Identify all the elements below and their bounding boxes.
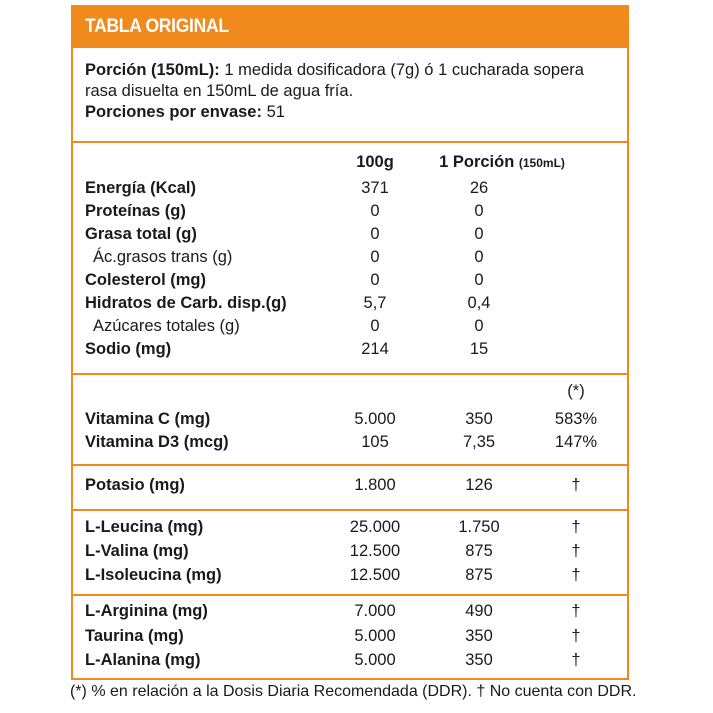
- row-label: Colesterol (mg): [85, 271, 207, 289]
- row-label: Sodio (mg): [85, 340, 172, 358]
- table-row: [73, 602, 627, 624]
- table-row: [73, 651, 627, 673]
- value-ddr: 583%: [554, 410, 598, 428]
- value-100g: 5.000: [354, 627, 396, 645]
- value-ddr: †: [571, 627, 581, 645]
- row-label: L-Valina (mg): [85, 542, 189, 560]
- table-row: [73, 433, 627, 455]
- table-header: [73, 7, 627, 48]
- value-ddr: †: [571, 542, 581, 560]
- table-row: [73, 627, 627, 649]
- value-100g: 5.000: [354, 410, 396, 428]
- ddr-header-row: [73, 382, 627, 404]
- value-100g: 371: [361, 179, 389, 197]
- value-portion: 0: [474, 317, 484, 335]
- value-portion: 7,35: [462, 433, 496, 451]
- value-portion: 350: [465, 410, 493, 428]
- nutrition-table: [71, 5, 629, 680]
- cell: (150mL): [518, 156, 565, 170]
- value-100g: 12.500: [349, 566, 401, 584]
- row-label: Energía (Kcal): [85, 179, 196, 197]
- value-ddr: †: [571, 476, 581, 494]
- value-100g: 25.000: [349, 518, 401, 536]
- value-100g: 5.000: [354, 651, 396, 669]
- table-row: [73, 294, 627, 316]
- value-portion: 875: [465, 542, 493, 560]
- row-label: Taurina (mg): [85, 627, 184, 645]
- divider: [73, 373, 627, 375]
- ddr-column-header: (*): [567, 382, 585, 400]
- row-label: Vitamina D3 (mcg): [85, 433, 229, 451]
- divider: [73, 464, 627, 466]
- row-label: L-Leucina (mg): [85, 518, 204, 536]
- table-row: [73, 518, 627, 540]
- column-header-portion: [437, 153, 567, 172]
- value-portion: 126: [465, 476, 493, 494]
- table-row: [73, 476, 627, 498]
- row-label: Ác.grasos trans (g): [93, 248, 233, 266]
- row-label: Potasio (mg): [85, 476, 185, 494]
- row-label: Proteínas (g): [85, 202, 186, 220]
- value-portion: 0: [474, 248, 484, 266]
- table-row: [73, 179, 627, 201]
- value-ddr: 147%: [554, 433, 598, 451]
- servings-value: 51: [261, 103, 285, 121]
- table-title: TABLA ORIGINAL: [85, 16, 229, 37]
- value-ddr: †: [571, 566, 581, 584]
- table-row: [73, 410, 627, 432]
- column-headers: [73, 153, 627, 175]
- row-label: Grasa total (g): [85, 225, 197, 243]
- value-ddr: †: [571, 602, 581, 620]
- value-portion: 350: [465, 651, 493, 669]
- cell: 1 Porción: [439, 153, 515, 171]
- table-row: [73, 317, 627, 339]
- value-100g: 0: [370, 202, 380, 220]
- value-portion: 15: [469, 340, 489, 358]
- divider: [73, 141, 627, 143]
- value-100g: 12.500: [349, 542, 401, 560]
- divider: [73, 509, 627, 511]
- servings-label: Porciones por envase:: [85, 103, 262, 121]
- value-100g: 214: [361, 340, 389, 358]
- value-portion: 0: [474, 225, 484, 243]
- value-portion: 875: [465, 566, 493, 584]
- value-ddr: †: [571, 651, 581, 669]
- value-100g: 0: [370, 271, 380, 289]
- value-100g: 105: [361, 433, 389, 451]
- value-portion: 1.750: [458, 518, 500, 536]
- portion-label: Porción (150mL):: [85, 61, 220, 79]
- value-portion: 0,4: [467, 294, 491, 312]
- table-row: [73, 248, 627, 270]
- row-label: L-Alanina (mg): [85, 651, 201, 669]
- table-row: [73, 271, 627, 293]
- table-row: [73, 202, 627, 224]
- row-label: L-Isoleucina (mg): [85, 566, 222, 584]
- value-portion: 490: [465, 602, 493, 620]
- value-100g: 1.800: [354, 476, 396, 494]
- table-row: [73, 542, 627, 564]
- table-row: [73, 225, 627, 247]
- portion-info: [85, 60, 615, 123]
- value-portion: 350: [465, 627, 493, 645]
- portion-text: 1 medida dosificadora (7g) ó 1 cucharada sopera rasa disuelta en 150mL de agua fría.: [85, 61, 584, 100]
- value-100g: 0: [370, 317, 380, 335]
- row-label: Azúcares totales (g): [93, 317, 240, 335]
- row-label: Hidratos de Carb. disp.(g): [85, 294, 287, 312]
- value-100g: 5,7: [363, 294, 387, 312]
- value-portion: 0: [474, 271, 484, 289]
- divider: [73, 594, 627, 596]
- row-label: L-Arginina (mg): [85, 602, 208, 620]
- column-header-100g: 100g: [356, 153, 394, 171]
- value-ddr: †: [571, 518, 581, 536]
- table-row: [73, 566, 627, 588]
- value-100g: 0: [370, 248, 380, 266]
- row-label: Vitamina C (mg): [85, 410, 211, 428]
- value-100g: 7.000: [354, 602, 396, 620]
- value-portion: 0: [474, 202, 484, 220]
- footnote: (*) % en relación a la Dosis Diaria Recomendada (DDR). † No cuenta con DDR.: [70, 683, 637, 700]
- value-portion: 26: [469, 179, 489, 197]
- table-row: [73, 340, 627, 362]
- value-100g: 0: [370, 225, 380, 243]
